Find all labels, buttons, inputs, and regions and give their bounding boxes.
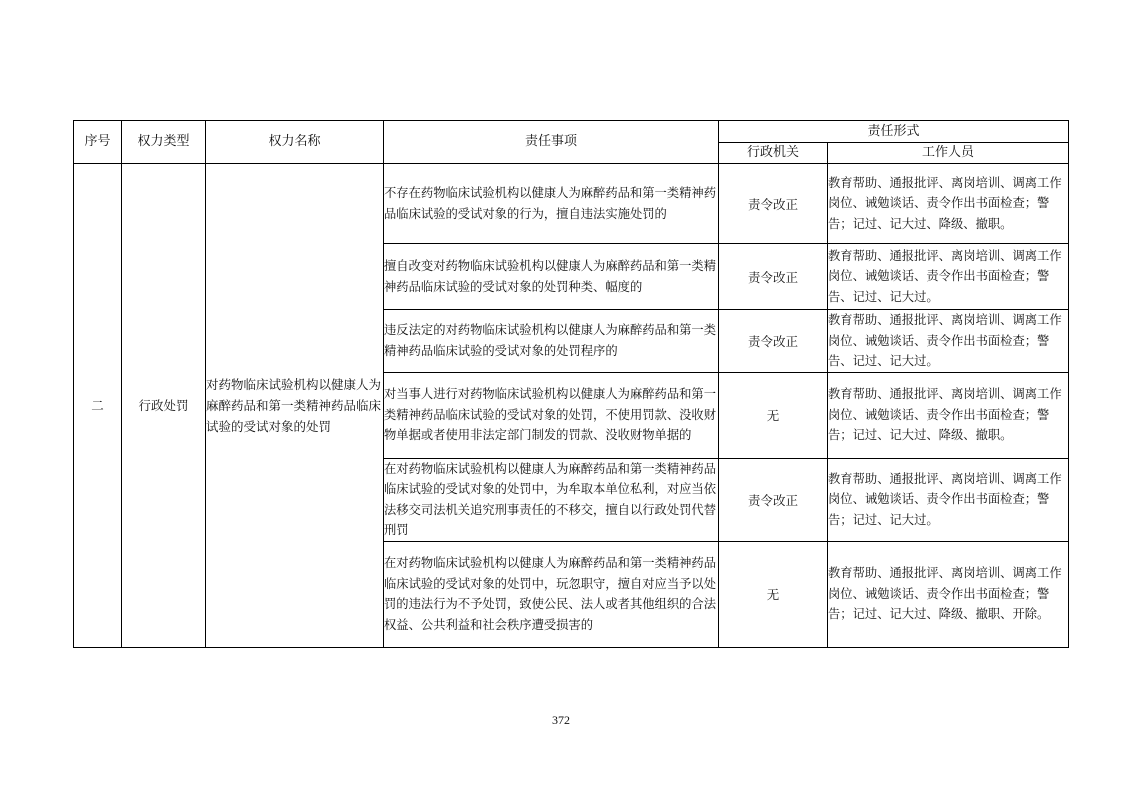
cell-agency: 责令改正	[719, 310, 828, 373]
page-number: 372	[552, 713, 570, 727]
cell-agency: 责令改正	[719, 164, 828, 244]
cell-matter: 在对药物临床试验机构以健康人为麻醉药品和第一类精神药品临床试验的受试对象的处罚中，为牟取本单位私利，对应当依法移交司法机关追究刑事责任的不移交，擅自以行政处罚代替刑罚	[384, 458, 719, 541]
header-seq: 序号	[74, 121, 122, 164]
cell-matter: 在对药物临床试验机构以健康人为麻醉药品和第一类精神药品临床试验的受试对象的处罚中，玩忽职守，擅自对应当予以处罚的违法行为不予处罚，致使公民、法人或者其他组织的合法权益、公共利益和社会秩序遭受损害的	[384, 541, 719, 647]
header-agency: 行政机关	[719, 143, 828, 164]
cell-agency: 责令改正	[719, 244, 828, 310]
cell-power-name: 对药物临床试验机构以健康人为麻醉药品和第一类精神药品临床试验的受试对象的处罚	[206, 164, 384, 648]
cell-agency: 责令改正	[719, 458, 828, 541]
cell-staff: 教育帮助、通报批评、离岗培训、调离工作岗位、诫勉谈话、责令作出书面检查；警告；记过、记大过。	[828, 458, 1069, 541]
header-matter: 责任事项	[384, 121, 719, 164]
cell-staff: 教育帮助、通报批评、离岗培训、调离工作岗位、诫勉谈话、责令作出书面检查；警告；记过、记大过、降级、撤职、开除。	[828, 541, 1069, 647]
cell-staff: 教育帮助、通报批评、离岗培训、调离工作岗位、诫勉谈话、责令作出书面检查；警告；记过、记大过、降级、撤职。	[828, 372, 1069, 458]
cell-staff: 教育帮助、通报批评、离岗培训、调离工作岗位、诫勉谈话、责令作出书面检查；警告、记过、记大过。	[828, 310, 1069, 373]
cell-matter: 擅自改变对药物临床试验机构以健康人为麻醉药品和第一类精神药品临床试验的受试对象的处罚种类、幅度的	[384, 244, 719, 310]
cell-staff: 教育帮助、通报批评、离岗培训、调离工作岗位、诫勉谈话、责令作出书面检查；警告、记过、记大过。	[828, 244, 1069, 310]
cell-power-type: 行政处罚	[122, 164, 206, 648]
header-form: 责任形式	[719, 121, 1069, 143]
cell-matter: 对当事人进行对药物临床试验机构以健康人为麻醉药品和第一类精神药品临床试验的受试对象的处罚，不使用罚款、没收财物单据或者使用非法定部门制发的罚款、没收财物单据的	[384, 372, 719, 458]
cell-matter: 违反法定的对药物临床试验机构以健康人为麻醉药品和第一类精神药品临床试验的受试对象的处罚程序的	[384, 310, 719, 373]
cell-staff: 教育帮助、通报批评、离岗培训、调离工作岗位、诫勉谈话、责令作出书面检查；警告；记过、记大过、降级、撤职。	[828, 164, 1069, 244]
header-power-name: 权力名称	[206, 121, 384, 164]
cell-agency: 无	[719, 372, 828, 458]
responsibility-table	[73, 120, 1069, 648]
cell-matter: 不存在药物临床试验机构以健康人为麻醉药品和第一类精神药品临床试验的受试对象的行为，擅自违法实施处罚的	[384, 164, 719, 244]
header-row-1	[74, 121, 1069, 143]
header-staff: 工作人员	[828, 143, 1069, 164]
cell-agency: 无	[719, 541, 828, 647]
table-row	[74, 164, 1069, 244]
cell-seq: 二	[74, 164, 122, 648]
header-power-type: 权力类型	[122, 121, 206, 164]
